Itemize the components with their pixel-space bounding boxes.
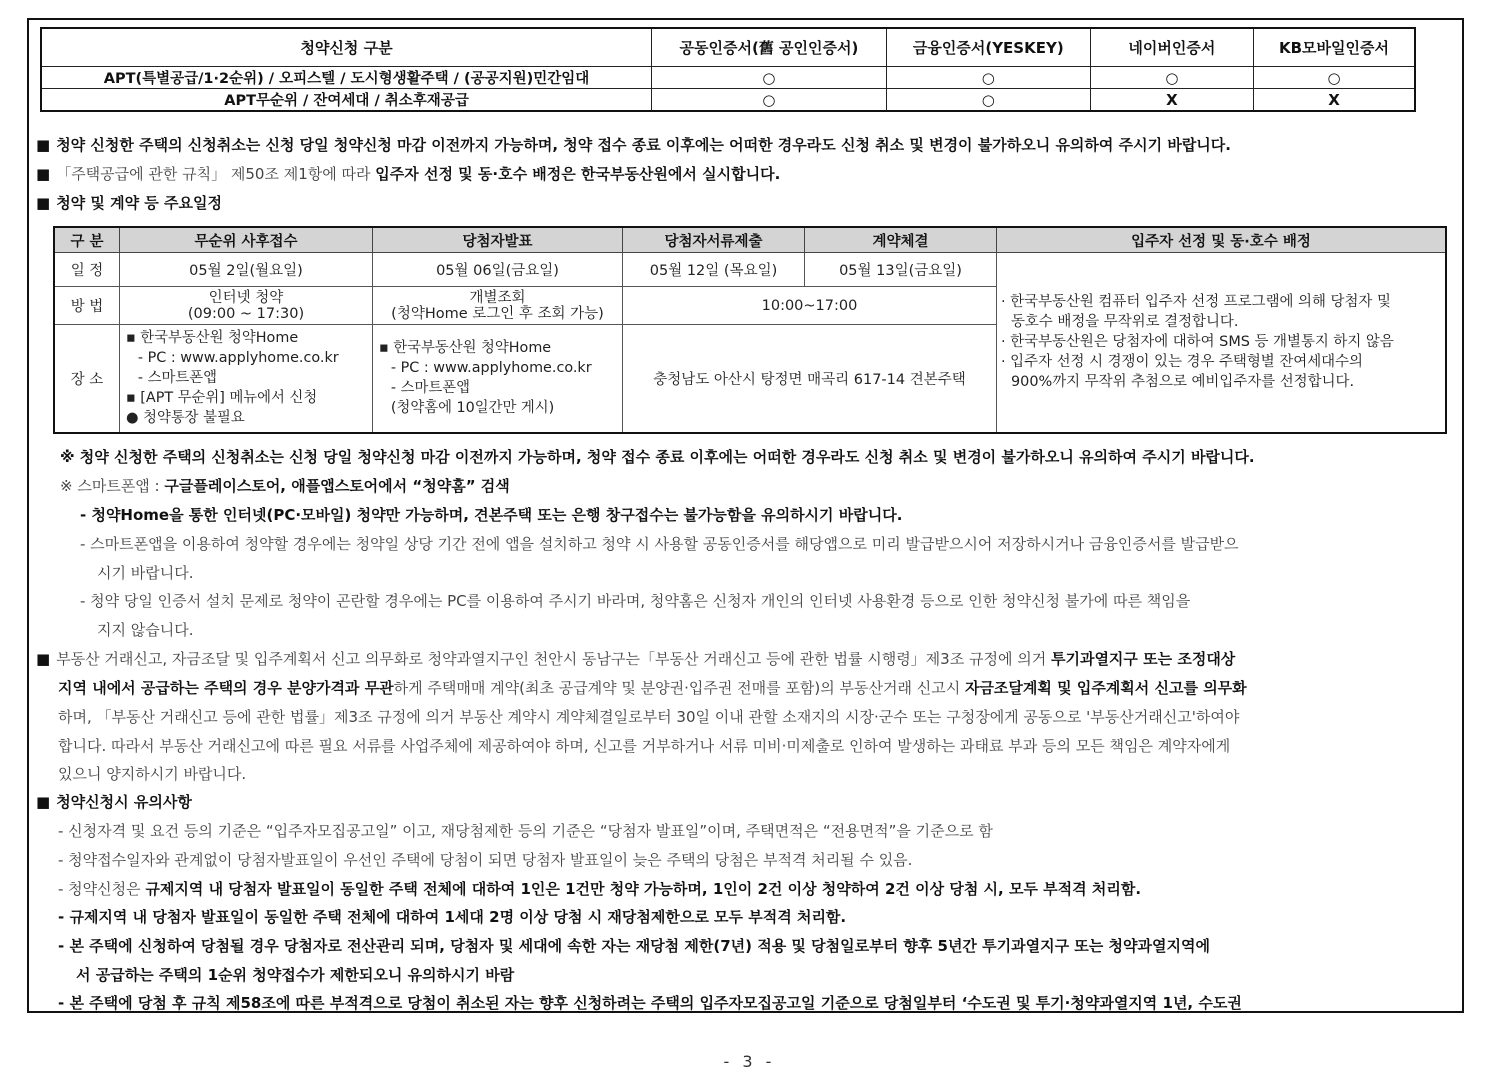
table-cell [373, 325, 623, 433]
table-cell: 05월 06일(금요일) [373, 253, 623, 287]
caution-item-6: - 본 주택에 당첨 후 규칙 제58조에 따른 부적격으로 당첨이 취소된 자는 향후 신청하려는 주택의 입주자모집공고일 기준으로 당첨일부터 ‘수도권 및 투기·청약과열지역 1년, 수도권 [58, 994, 1242, 1012]
schedule-table [53, 226, 1447, 434]
table-cell: 05월 13일(금요일) [805, 253, 997, 287]
table-header: 당첨자발표 [373, 227, 623, 253]
note-line: 동호수 배정을 무작위로 결정합니다. [1010, 314, 1239, 331]
table-cell [373, 287, 623, 325]
table-header-row [54, 227, 1446, 253]
table-cell: X [1090, 89, 1253, 112]
note-line: 900%까지 무작위 추첨으로 예비입주자를 선정합니다. [1010, 374, 1355, 391]
note-certificate-cont: 지지 않습니다. [97, 621, 194, 639]
table-header: 청약신청 구분 [41, 28, 652, 67]
note-app-install: - 스마트폰앱을 이용하여 청약할 경우에는 청약일 상당 기간 전에 앱을 설치하고 청약 시 사용할 공동인증서를 해당앱으로 미리 발급받으시어 저장하시거나 금융인증서를 발급받으 [80, 535, 1239, 553]
schedule-title: ■ 청약 및 계약 등 주요일정 [36, 194, 222, 212]
row-label: 일 정 [54, 253, 120, 287]
page-number: - 3 - [723, 1052, 776, 1071]
note-line: · 입주자 선정 시 경쟁이 있는 경우 주택형별 잔여세대수의 [1001, 354, 1364, 371]
table-header-row [41, 28, 1415, 67]
realestate-line-1: ■ 부동산 거래신고, 자금조달 및 입주계획서 신고 의무화로 청약과열지구인 천안시 동남구는「부동산 거래신고 등에 관한 법률 시행령」제3조 규정에 의거 투기과열지구 또는 조정대상 [36, 650, 1236, 668]
cell-line: - PC : www.applyhome.co.kr [390, 360, 592, 377]
table-cell: 05월 2일(월요일) [120, 253, 373, 287]
table-cell: ○ [652, 89, 887, 112]
cell-line: (청약홈에 10일간만 게시) [390, 400, 555, 417]
caution-item-1: - 신청자격 및 요건 등의 기준은 “입주자모집공고일” 이고, 재당첨제한 등의 기준은 “당첨자 발표일”이며, 주택면적은 “전용면적”을 기준으로 함 [58, 822, 993, 840]
table-header: 무순위 사후접수 [120, 227, 373, 253]
note-cancel: ※ 청약 신청한 주택의 신청취소는 신청 당일 청약신청 마감 이전까지 가능하며, 청약 접수 종료 이후에는 어떠한 경우라도 신청 취소 및 변경이 불가하오니 유의하여 주시기 바랍니다. [60, 448, 1255, 466]
certificate-table [40, 27, 1416, 112]
cell-line: 개별조회 [469, 289, 526, 306]
table-cell: ○ [1090, 67, 1253, 89]
table-header: 공동인증서(舊 공인인증서) [652, 28, 887, 67]
row-label: 장 소 [54, 325, 120, 433]
table-header: 입주자 선정 및 동·호수 배정 [997, 227, 1447, 253]
table-row [54, 253, 1446, 287]
notice-cancel: ■ 청약 신청한 주택의 신청취소는 신청 당일 청약신청 마감 이전까지 가능하며, 청약 접수 종료 이후에는 어떠한 경우라도 신청 취소 및 변경이 불가하오니 유의하여 주시기 바랍니다. [36, 136, 1231, 154]
cell-line: 인터넷 청약 [208, 289, 284, 306]
cell-line: - 스마트폰앱 [137, 370, 217, 387]
cell-line: ● 청약통장 불필요 [126, 410, 245, 427]
table-cell: ○ [1254, 67, 1415, 89]
table-cell: 05월 12일 (목요일) [623, 253, 805, 287]
cell-line: (09:00 ~ 17:30) [187, 305, 305, 322]
note-certificate: - 청약 당일 인증서 설치 문제로 청약이 곤란할 경우에는 PC를 이용하여 주시기 바라며, 청약홈은 신청자 개인의 인터넷 사용환경 등으로 인한 청약신청 불가에 따른 책임을 [80, 592, 1191, 610]
cell-line: - 스마트폰앱 [390, 380, 470, 397]
note-line: · 한국부동산원은 당첨자에 대하여 SMS 등 개별통지 하지 않음 [1001, 334, 1394, 351]
caution-item-5-cont: 서 공급하는 주택의 1순위 청약접수가 제한되오니 유의하시기 바람 [76, 966, 515, 984]
table-header: 금융인증서(YESKEY) [886, 28, 1090, 67]
realestate-line-5: 있으니 양지하시기 바랍니다. [58, 765, 247, 783]
caution-title: ■ 청약신청시 유의사항 [36, 793, 192, 811]
table-row [41, 89, 1415, 112]
table-cell [120, 287, 373, 325]
table-cell: 10:00~17:00 [623, 287, 997, 325]
caution-item-2: - 청약접수일자와 관계없이 당첨자발표일이 우선인 주택에 당첨이 되면 당첨자 발표일이 늦은 주택의 당첨은 부적격 처리될 수 있음. [58, 851, 913, 869]
note-online-only: - 청약Home을 통한 인터넷(PC·모바일) 청약만 가능하며, 견본주택 또는 은행 창구접수는 불가능함을 유의하시기 바랍니다. [80, 506, 903, 524]
cell-line: - PC : www.applyhome.co.kr [137, 350, 339, 367]
cell-line: (청약Home 로그인 후 조회 가능) [391, 305, 604, 322]
realestate-line-4: 합니다. 따라서 부동산 거래신고에 따른 필요 서류를 사업주체에 제공하여야 하며, 신고를 거부하거나 서류 미비·미제출로 인하여 발생하는 과태료 부과 등의 모든 책임은 계약자에게 [58, 737, 1231, 755]
table-cell: ○ [886, 67, 1090, 89]
table-cell: 충청남도 아산시 탕정면 매곡리 617-14 견본주택 [623, 325, 997, 433]
table-cell: ○ [652, 67, 887, 89]
assign-notes [997, 253, 1447, 433]
cell-line: ▪ 한국부동산원 청약Home [379, 340, 552, 357]
table-header: 구 분 [54, 227, 120, 253]
notice-rule: ■ 「주택공급에 관한 규칙」 제50조 제1항에 따라 입주자 선정 및 동·호수 배정은 한국부동산원에서 실시합니다. [36, 165, 781, 183]
table-cell: APT(특별공급/1·2순위) / 오피스텔 / 도시형생활주택 / (공공지원)민간임대 [41, 67, 652, 89]
table-cell: X [1254, 89, 1415, 112]
caution-item-4: - 규제지역 내 당첨자 발표일이 동일한 주택 전체에 대하여 1세대 2명 이상 당첨 시 재당첨제한으로 모두 부적격 처리함. [58, 908, 847, 926]
cell-line: ▪ [APT 무순위] 메뉴에서 신청 [126, 390, 318, 407]
realestate-line-3: 하며, 「부동산 거래신고 등에 관한 법률」제3조 규정에 의거 부동산 계약시 계약체결일로부터 30일 이내 관할 소재지의 시장·군수 또는 구청장에게 공동으로 '부동산거래신고'하여야 [58, 708, 1240, 726]
note-smartphone-app: ※ 스마트폰앱 : 구글플레이스토어, 애플앱스토어에서 “청약홈” 검색 [60, 477, 510, 495]
table-header: KB모바일인증서 [1254, 28, 1415, 67]
caution-item-5: - 본 주택에 신청하여 당첨될 경우 당첨자로 전산관리 되며, 당첨자 및 세대에 속한 자는 재당첨 제한(7년) 적용 및 당첨일로부터 향후 5년간 투기과열지구 또는 청약과열지역에 [58, 937, 1210, 955]
table-header: 당첨자서류제출 [623, 227, 805, 253]
table-cell: APT무순위 / 잔여세대 / 취소후재공급 [41, 89, 652, 112]
table-header: 네이버인증서 [1090, 28, 1253, 67]
table-cell: ○ [886, 89, 1090, 112]
note-app-install-cont: 시기 바랍니다. [97, 564, 194, 582]
realestate-line-2: 지역 내에서 공급하는 주택의 경우 분양가격과 무관하게 주택매매 계약(최초 공급계약 및 분양권·입주권 전매를 포함)의 부동산거래 신고시 자금조달계획 및 입주계획서 신고를 의무화 [58, 679, 1247, 697]
table-row [41, 67, 1415, 89]
cell-line: ▪ 한국부동산원 청약Home [126, 330, 299, 347]
caution-item-3: - 청약신청은 규제지역 내 당첨자 발표일이 동일한 주택 전체에 대하여 1인은 1건만 청약 가능하며, 1인이 2건 이상 청약하여 2건 이상 당첨 시, 모두 부적격 처리함. [58, 880, 1142, 898]
table-header: 계약체결 [805, 227, 997, 253]
note-line: · 한국부동산원 컴퓨터 입주자 선정 프로그램에 의해 당첨자 및 [1001, 294, 1391, 311]
row-label: 방 법 [54, 287, 120, 325]
table-cell [120, 325, 373, 433]
